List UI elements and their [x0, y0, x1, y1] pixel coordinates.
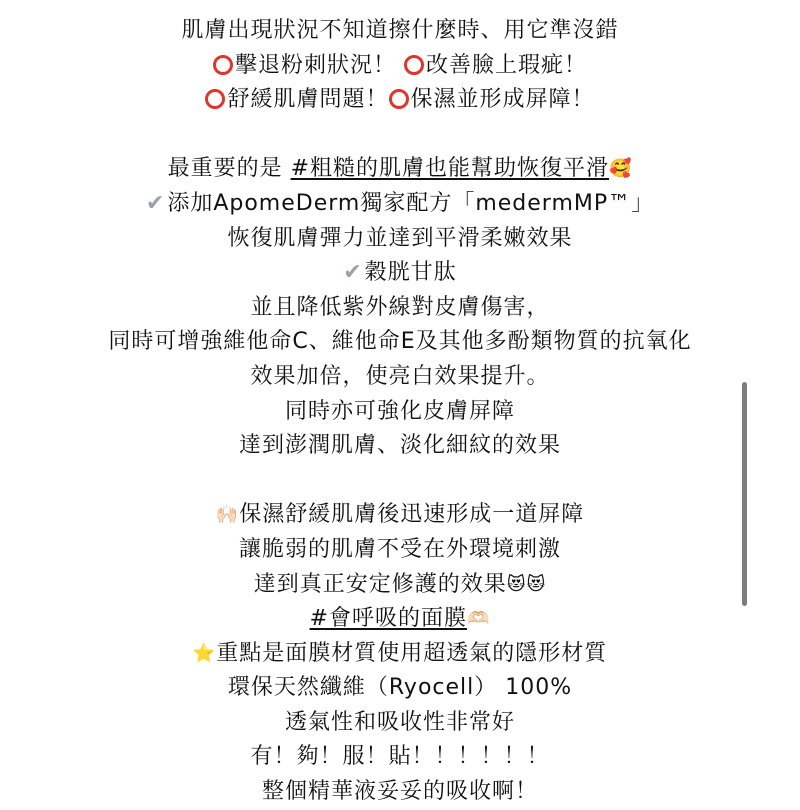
text-line-7 [0, 256, 800, 291]
hashtag-text: #粗糙的肌膚也能幫助恢復平滑 [290, 156, 609, 182]
heart-hands-icon: 🫶🏻 [467, 608, 491, 630]
red-circle-icon [389, 89, 409, 109]
line-text: 環保天然纖維（Ryocell） 100% [227, 675, 573, 701]
text-line-18 [0, 671, 800, 706]
text-line-9 [0, 325, 800, 360]
line-text: 恢復肌膚彈力並達到平滑柔嫩效果 [227, 225, 573, 251]
star-icon: ⭐ [192, 642, 217, 664]
line-text: 改善臉上瑕疵！ [426, 52, 588, 78]
text-line-5 [0, 187, 800, 222]
line-text: 有！夠！服！貼！！！！！！ [250, 744, 550, 770]
line-text: 透氣性和吸收性非常好 [284, 709, 515, 735]
blank-line [0, 118, 800, 153]
line-text: 保濕舒緩肌膚後迅速形成一道屏障 [239, 502, 585, 528]
line-text: 同時亦可強化皮膚屏障 [284, 398, 515, 424]
vertical-scrollbar[interactable] [742, 382, 747, 606]
line-text: 整個精華液妥妥的吸收啊！ [261, 779, 538, 805]
text-line-12 [0, 429, 800, 464]
red-circle-icon [205, 89, 225, 109]
text-line-4 [0, 152, 800, 187]
heart-eyes-cat-icon: 😻😻 [506, 573, 547, 595]
text-line-8 [0, 291, 800, 326]
text-line-20 [0, 740, 800, 775]
line-text: 達到真正安定修護的效果 [253, 571, 507, 597]
text-line-19 [0, 706, 800, 741]
text-line-17 [0, 637, 800, 672]
line-text: 保濕並形成屏障！ [410, 87, 595, 113]
text-line-21 [0, 775, 800, 810]
line-text: 肌膚出現狀況不知道擦什麼時、用它準沒錯 [181, 18, 619, 43]
red-circle-icon [213, 55, 233, 75]
text-line-11 [0, 395, 800, 430]
text-line-6 [0, 222, 800, 257]
smiling-face-hearts-icon: 🥰 [609, 158, 633, 180]
line-text: 達到澎潤肌膚、淡化細紋的效果 [238, 433, 561, 459]
text-line-3 [0, 83, 800, 118]
line-text: 並且降低紫外線對皮膚傷害， [250, 294, 550, 320]
text-line-14 [0, 533, 800, 568]
line-text: 舒緩肌膚問題！ [227, 87, 389, 113]
line-text: 添加ApomeDerm獨家配方「medermMP™」 [167, 190, 655, 216]
text-line-10 [0, 360, 800, 395]
line-text: 讓脆弱的肌膚不受在外環境刺激 [238, 536, 561, 562]
text-line-13 [0, 498, 800, 533]
raising-hands-icon: 🙌🏻 [215, 504, 240, 526]
line-text: 效果加倍，使亮白效果提升。 [250, 363, 550, 389]
line-text: 最重要的是 [167, 156, 291, 182]
check-mark-icon: ✔ [343, 260, 363, 286]
text-line-1 [0, 14, 800, 49]
line-text: 同時可增強維他命C、維他命E及其他多酚類物質的抗氧化 [108, 329, 692, 355]
check-mark-icon: ✔ [145, 190, 166, 216]
line-text: 重點是面膜材質使用超透氣的隱形材質 [216, 640, 608, 666]
red-circle-icon [404, 55, 424, 75]
text-line-16 [0, 602, 800, 637]
text-line-2 [0, 49, 800, 84]
hashtag-text: #會呼吸的面膜 [309, 606, 467, 632]
blank-line [0, 464, 800, 499]
text-line-15 [0, 568, 800, 603]
post-text [0, 14, 800, 810]
line-text: 擊退粉刺狀況！ [234, 52, 396, 78]
line-text: 穀胱甘肽 [364, 260, 457, 286]
